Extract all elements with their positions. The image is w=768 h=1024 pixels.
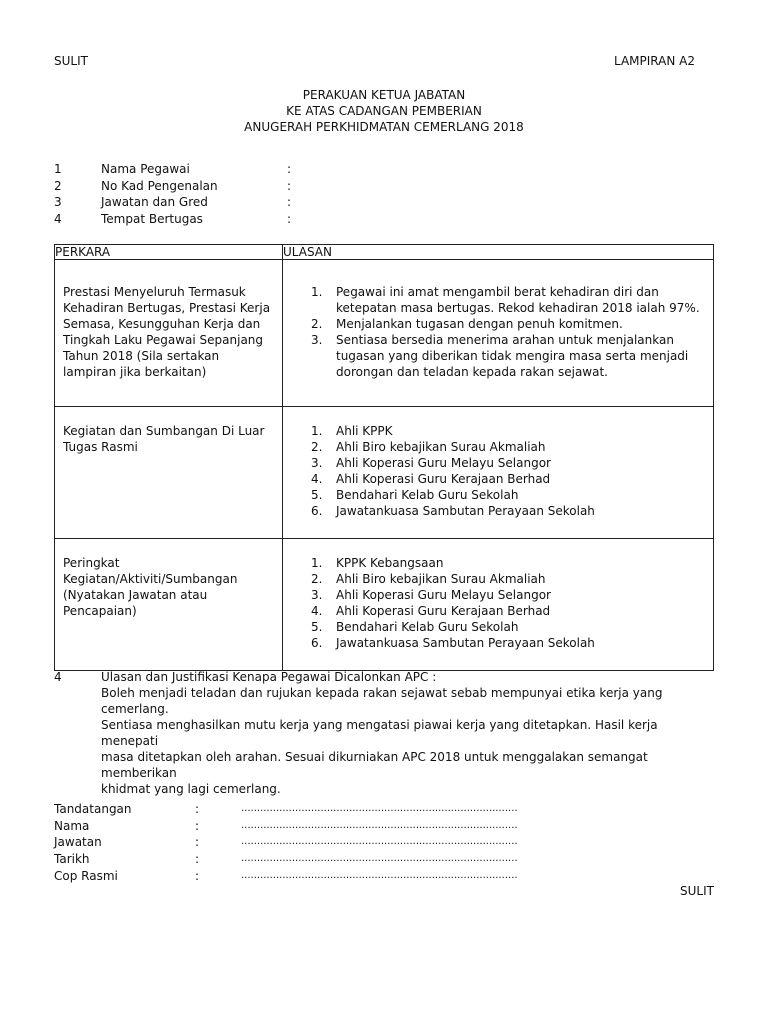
list-item (283, 487, 705, 503)
justification-line: Sentiasa menghasilkan mutu kerja yang mengatasi piawai kerja yang ditetapkan. Hasil kerja menepati (101, 718, 658, 748)
signature-colon: : (195, 818, 200, 833)
ulasan-list (283, 407, 713, 527)
list-item (283, 284, 705, 316)
signature-fill-line: ....................................................................................... (241, 869, 518, 881)
list-text: Bendahari Kelab Guru Sekolah (336, 620, 519, 634)
field-number: 1 (54, 162, 62, 176)
field-number: 3 (54, 195, 62, 209)
signature-label: Jawatan (54, 835, 102, 850)
footer-sulit: SULIT (680, 884, 714, 898)
list-number: 3. (311, 588, 323, 602)
ulasan-cell (283, 407, 714, 539)
field-label-nama-pegawai: Nama Pegawai (101, 162, 190, 176)
list-number: 6. (311, 504, 323, 518)
list-number: 3. (311, 456, 323, 470)
list-number: 2. (311, 572, 323, 586)
signature-label: Tandatangan (54, 802, 132, 816)
justification-body (101, 669, 713, 797)
field-colon: : (287, 195, 292, 209)
list-text: Ahli Koperasi Guru Kerajaan Berhad (336, 604, 551, 618)
assessment-table (54, 244, 714, 671)
list-text: KPPK Kebangsaan (336, 556, 444, 570)
page-title (0, 87, 768, 135)
justification-line: khidmat yang lagi cemerlang. (101, 782, 281, 796)
list-number: 6. (311, 636, 323, 650)
title-line-3: ANUGERAH PERKHIDMATAN CEMERLANG 2018 (244, 120, 524, 134)
list-item (283, 571, 705, 587)
field-label-no-kad: No Kad Pengenalan (101, 178, 218, 193)
ulasan-list (283, 539, 713, 659)
field-number: 2 (54, 178, 62, 193)
list-text: Ahli Koperasi Guru Melayu Selangor (336, 456, 551, 470)
ulasan-cell (283, 539, 714, 671)
field-colon: : (287, 178, 292, 193)
column-header-perkara: PERKARA (55, 245, 283, 260)
header-sulit: SULIT (54, 54, 88, 68)
field-label-jawatan-gred: Jawatan dan Gred (101, 195, 208, 209)
section-number: 4 (54, 670, 62, 684)
field-number: 4 (54, 211, 62, 226)
list-text: Ahli Koperasi Guru Melayu Selangor (336, 588, 551, 602)
justification-heading: Ulasan dan Justifikasi Kenapa Pegawai Dicalonkan APC : (101, 670, 437, 684)
list-text: Ahli KPPK (336, 424, 393, 438)
perkara-cell (55, 260, 283, 407)
signature-colon: : (195, 802, 200, 816)
perkara-cell (55, 407, 283, 539)
list-text: Ahli Koperasi Guru Kerajaan Berhad (336, 472, 551, 486)
signature-colon: : (195, 852, 200, 867)
signature-label: Tarikh (54, 852, 90, 867)
perkara-kegiatan: Kegiatan dan Sumbangan Di Luar Tugas Rasmi (63, 424, 265, 454)
perkara-cell (55, 539, 283, 671)
table-row (55, 407, 714, 539)
list-item (283, 439, 705, 455)
list-number: 5. (311, 620, 323, 634)
signature-colon: : (195, 868, 200, 883)
list-item (283, 587, 705, 603)
list-number: 2. (311, 317, 323, 331)
list-item (283, 471, 705, 487)
list-text: Jawatankuasa Sambutan Perayaan Sekolah (336, 504, 595, 518)
list-number: 2. (311, 440, 323, 454)
field-label-tempat-bertugas: Tempat Bertugas (101, 211, 203, 226)
table-header-row (55, 245, 714, 260)
signature-fill-line: ....................................................................................... (241, 819, 518, 831)
title-line-2: KE ATAS CADANGAN PEMBERIAN (286, 104, 482, 118)
signature-colon: : (195, 835, 200, 850)
justification-line: masa ditetapkan oleh arahan. Sesuai dikurniakan APC 2018 untuk menggalakan semangat memberikan (101, 750, 648, 780)
ulasan-list (283, 260, 713, 388)
list-item (283, 619, 705, 635)
signature-fill-line: ....................................................................................... (241, 853, 518, 865)
header-lampiran: LAMPIRAN A2 (614, 54, 695, 68)
perkara-prestasi: Prestasi Menyeluruh Termasuk Kehadiran Bertugas, Prestasi Kerja Semasa, Kesungguhan Kerja dan Tingkah Laku Pegawai Sepanjang Tahun 2018 (Sila sertakan lampiran jika berkaitan) (63, 285, 271, 379)
list-item (283, 603, 705, 619)
list-item (283, 503, 705, 519)
list-item (283, 455, 705, 471)
column-header-ulasan: ULASAN (283, 245, 714, 260)
title-line-1: PERAKUAN KETUA JABATAN (302, 88, 466, 102)
list-text: Jawatankuasa Sambutan Perayaan Sekolah (336, 636, 595, 650)
table-row (55, 260, 714, 407)
list-number: 3. (311, 333, 323, 347)
list-number: 1. (311, 285, 323, 299)
list-item (283, 423, 705, 439)
list-text: Sentiasa bersedia menerima arahan untuk menjalankan tugasan yang diberikan tidak mengira masa serta menjadi dorongan dan teladan kepada rakan sejawat. (336, 333, 689, 379)
list-item (283, 635, 705, 651)
signature-fill-line: ....................................................................................... (241, 836, 518, 848)
field-colon: : (287, 211, 292, 226)
list-number: 5. (311, 488, 323, 502)
perkara-peringkat: Peringkat Kegiatan/Aktiviti/Sumbangan (Nyatakan Jawatan atau Pencapaian) (63, 556, 238, 618)
list-text: Pegawai ini amat mengambil berat kehadiran diri dan ketepatan masa bertugas. Rekod kehadiran 2018 ialah 97%. (336, 285, 700, 315)
list-text: Bendahari Kelab Guru Sekolah (336, 488, 519, 502)
ulasan-cell (283, 260, 714, 407)
list-item (283, 332, 705, 380)
list-text: Menjalankan tugasan dengan penuh komitmen. (336, 317, 623, 331)
list-number: 4. (311, 472, 323, 486)
signature-fill-line: ....................................................................................... (241, 803, 518, 814)
list-text: Ahli Biro kebajikan Surau Akmaliah (336, 440, 546, 454)
table-row (55, 539, 714, 671)
list-number: 1. (311, 424, 323, 438)
list-item (283, 316, 705, 332)
list-text: Ahli Biro kebajikan Surau Akmaliah (336, 572, 546, 586)
signature-label: Cop Rasmi (54, 868, 118, 883)
justification-line: Boleh menjadi teladan dan rujukan kepada rakan sejawat sebab mempunyai etika kerja yang cemerlang. (101, 686, 663, 716)
signature-label: Nama (54, 818, 90, 833)
list-item (283, 555, 705, 571)
list-number: 4. (311, 604, 323, 618)
field-colon: : (287, 162, 292, 176)
list-number: 1. (311, 556, 323, 570)
